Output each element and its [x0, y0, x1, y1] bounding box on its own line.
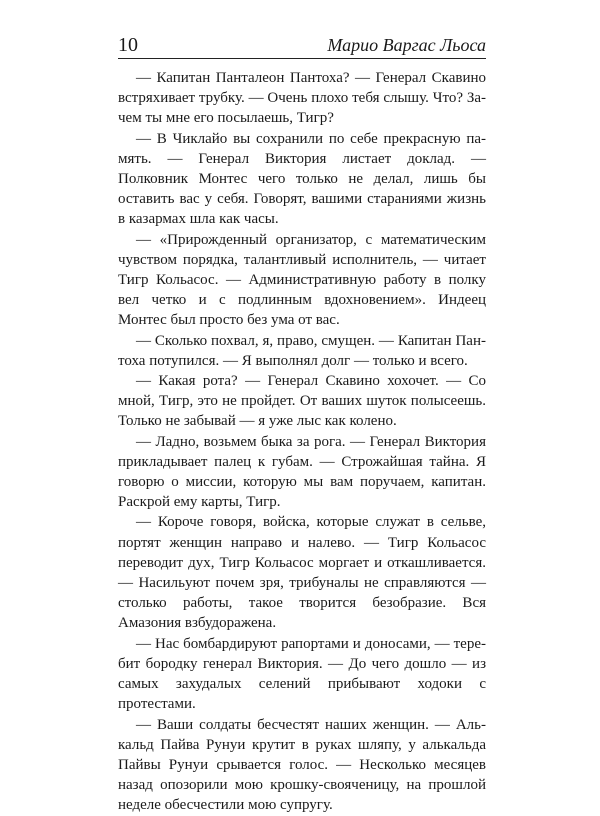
running-title: Марио Варгас Льоса — [327, 35, 486, 55]
paragraph: — Ладно, возьмем быка за рога. — Генерал Виктория прикладывает палец к губам. — Строжайшая тайна. Я говорю о миссии, которую мы вам поручаем, капитан. Раскрой ему карты, Тигр. — [118, 433, 486, 511]
paragraph: — «Прирожденный организатор, с математическим чувством порядка, талантливый исполнитель, — читает Тигр Кольасос. — Административную работу в полку вел четко и с подлинным вдохновением». Индеец Монтес был просто без ума от вас. — [118, 231, 486, 329]
paragraph: — Короче говоря, войска, которые служат в сельве, портят женщин направо и налево. — Тигр Кольасос переводит дух, Тигр Кольасос моргает и откашливается. — Насильуют почем зря, трибуналы не справляются — столько работы, такое творится безобразие. Вся Амазония взбудоражена. — [118, 514, 486, 632]
paragraph: — В Чиклайо вы сохранили по себе прекрасную память. — Генерал Виктория листает доклад. — Полковник Монтес чего только не делал, лишь бы оставить вас у себя. Говорят, вашими стараниями жизнь в казармах шла как часы. — [118, 130, 486, 228]
paragraph: — Капитан Панталеон Пантоха? — Генерал Скавино встряхивает трубку. — Очень плохо тебя слышу. Что? Зачем ты мне его посылаешь, Тигр? — [118, 70, 486, 127]
text-body — [118, 68, 486, 816]
paragraph: — Ваши солдаты бесчестят наших женщин. — Алькальд Пайва Рунуи крутит в руках шляпу, у алькальда Пайвы Рунуи срывается голос. — Несколько месяцев назад опозорили мою крошку-свояченицу, на прошлой неделе обесчестили мою супругу. — [118, 716, 486, 814]
running-head — [118, 32, 486, 59]
page-number: 10 — [118, 34, 138, 56]
paragraph: — Нас бомбардируют рапортами и доносами, — теребит бородку генерал Виктория. — До чего дошло — из самых захудалых селений прибывают ходоки с протестами. — [118, 635, 486, 713]
paragraph: — Сколько похвал, я, право, смущен. — Капитан Пантоха потупился. — Я выполнял долг — только и всего. — [118, 332, 486, 369]
paragraph: — Какая рота? — Генерал Скавино хохочет. — Со мной, Тигр, это не пройдет. От ваших шуток полысеешь. Только не забывай — я уже лыс как колено. — [118, 373, 486, 430]
